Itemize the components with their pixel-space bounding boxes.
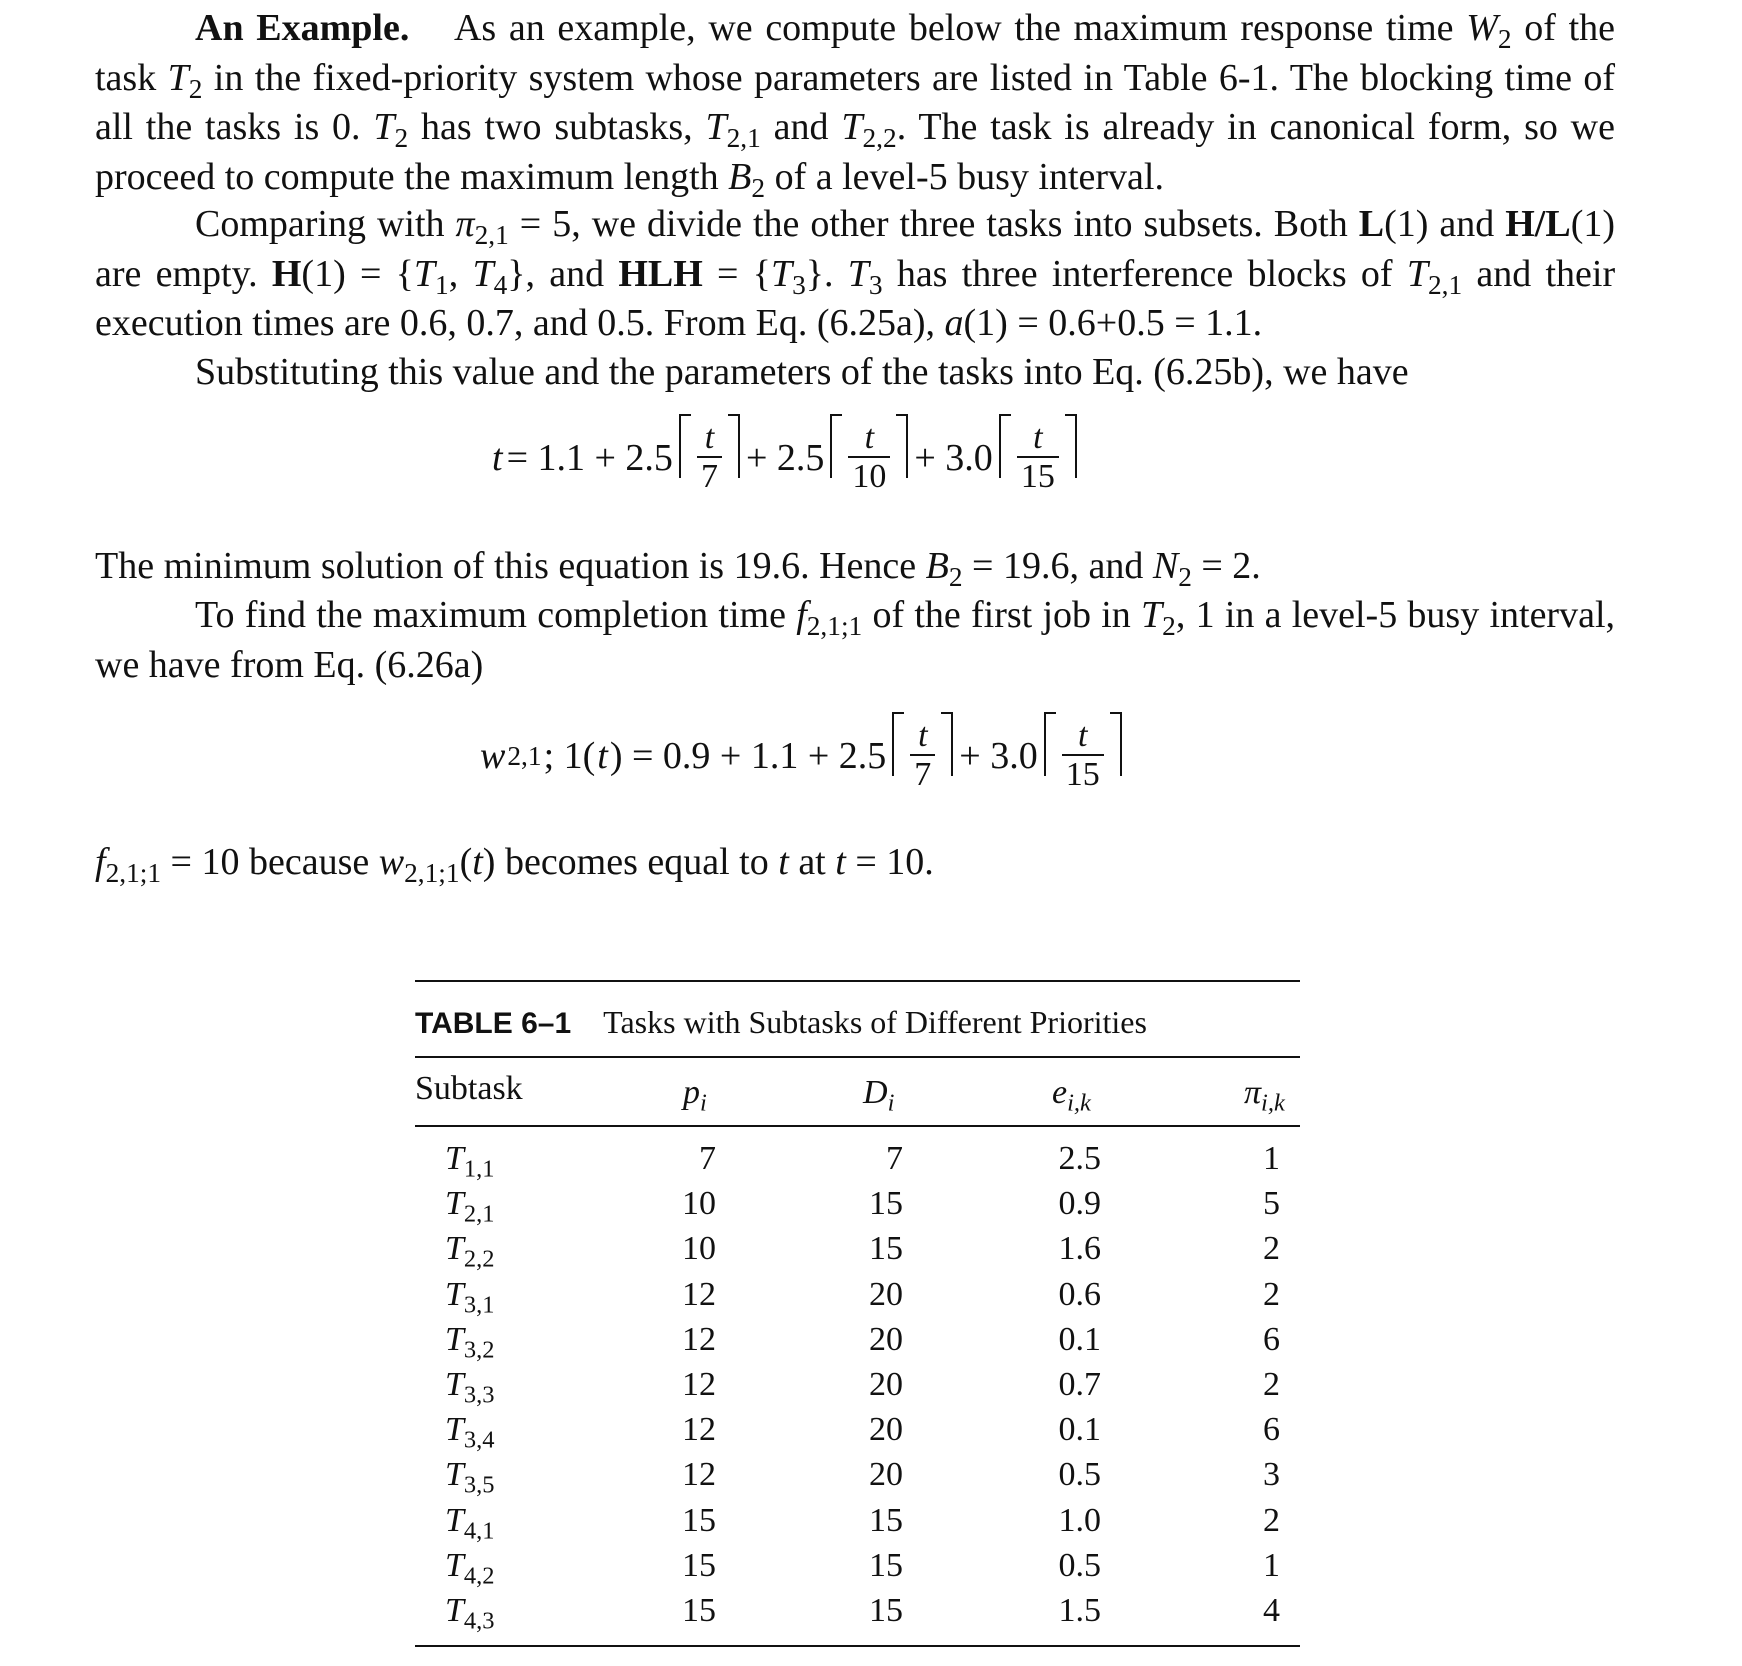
cell-deadline: 15 — [869, 1185, 903, 1223]
cell-subtask: $T_{4,2}$ — [445, 1546, 495, 1590]
text: Substituting this value and the parameters of the tasks into Eq. (6.25b), we have — [195, 351, 1409, 393]
cell-deadline: 20 — [869, 1456, 903, 1494]
symbol-T: T — [413, 252, 436, 295]
cell-execution: 1.5 — [1058, 1592, 1101, 1629]
eq-variable-t: t — [597, 735, 608, 777]
text: The minimum solution of this equation is 19.6. Hence — [95, 545, 917, 587]
subscript: 2 — [751, 172, 766, 203]
subscript: 3 — [868, 269, 883, 300]
text: are empty. — [95, 252, 258, 295]
symbol-T: T — [1141, 594, 1163, 636]
cell-priority: 1 — [1263, 1546, 1280, 1584]
cell-execution: 0.9 — [1058, 1185, 1101, 1223]
cell-period: 12 — [682, 1320, 716, 1358]
text: (1) — [301, 252, 346, 295]
denominator: 7 — [697, 456, 722, 496]
denominator: 10 — [848, 456, 890, 496]
header-period: $p_i$ — [683, 1074, 707, 1117]
fraction — [848, 420, 890, 496]
text: of a level-5 busy interval. — [774, 155, 1164, 198]
text: and their execution times are 0.6, 0.7, and 0.5. From Eq. (6.25a), — [95, 252, 1616, 344]
eq-term: + 2.5 — [745, 437, 825, 479]
text: , 1 in a level-5 busy interval, we have from Eq. (6.26a) — [95, 594, 1616, 686]
cell-deadline: 15 — [869, 1230, 903, 1268]
cell-period: 15 — [682, 1546, 716, 1584]
eq-term: ) = 0.9 + 1.1 + 2.5 — [609, 735, 887, 777]
cell-execution: 0.5 — [1058, 1456, 1101, 1494]
cell-period: 10 — [682, 1185, 716, 1223]
text: of the task — [95, 7, 1616, 99]
eq-term: + 3.0 — [959, 735, 1038, 777]
subscript: 2 — [1162, 611, 1176, 642]
symbol-T: T — [1406, 252, 1428, 295]
text: and — [1439, 203, 1495, 245]
text: = { — [359, 252, 414, 295]
numerator: t — [1033, 419, 1043, 456]
text: ) becomes equal to — [482, 841, 769, 883]
paragraph-example-intro — [95, 4, 1615, 202]
text: at — [798, 841, 826, 883]
equation-completion: w 2,1 ; 1( t ) = 0.9 + 1.1 + 2.5 $\frac{t}{7}$ + 3.0 $\frac{t}{15}$ — [478, 718, 1126, 794]
cell-subtask: $T_{3,5}$ — [445, 1456, 495, 1499]
header-subtask: Subtask — [415, 1070, 523, 1107]
subscript: 2,1;1 — [806, 611, 863, 642]
symbol-T: T — [847, 252, 869, 295]
cell-execution: 0.1 — [1058, 1411, 1101, 1449]
text: of the first job in — [872, 594, 1131, 636]
symbol-B: B — [728, 155, 752, 198]
cell-priority: 1 — [1263, 1140, 1280, 1177]
cell-period: 12 — [682, 1411, 716, 1449]
eq-term: = 1.1 + 2.5 — [506, 437, 673, 479]
subscript: 2 — [394, 123, 409, 154]
cell-execution: 0.1 — [1058, 1320, 1101, 1358]
text: (1) — [1384, 203, 1429, 245]
subscript: 2,1;1 — [404, 858, 460, 889]
cell-deadline: 20 — [869, 1411, 903, 1449]
subscript: 1 — [435, 269, 449, 300]
denominator: 7 — [910, 754, 935, 794]
subscript: 2,1 — [1427, 269, 1463, 300]
numerator: t — [704, 419, 715, 456]
table-header-rule — [415, 1125, 1300, 1127]
denominator: 15 — [1062, 754, 1104, 794]
symbol-t: t — [778, 841, 789, 883]
cell-subtask: $T_{2,2}$ — [445, 1230, 495, 1273]
set-L: L — [1358, 203, 1385, 245]
cell-priority: 3 — [1263, 1456, 1280, 1494]
numerator: t — [918, 717, 928, 754]
cell-subtask: $T_{3,2}$ — [445, 1320, 495, 1364]
cell-execution: 2.5 — [1058, 1140, 1101, 1177]
fraction — [1017, 420, 1059, 496]
table-caption — [415, 1004, 1147, 1041]
cell-execution: 0.6 — [1058, 1275, 1101, 1313]
subscript: 2 — [948, 562, 963, 593]
text: Comparing with — [195, 203, 445, 245]
cell-deadline: 20 — [869, 1320, 903, 1358]
subscript: 2 — [1497, 24, 1512, 55]
cell-period: 12 — [682, 1456, 716, 1494]
symbol-T: T — [472, 252, 494, 295]
set-HLH: HLH — [618, 252, 703, 295]
symbol-T: T — [167, 56, 189, 99]
cell-priority: 2 — [1263, 1366, 1280, 1403]
symbol-T: T — [770, 252, 793, 295]
denominator: 15 — [1017, 456, 1059, 496]
cell-period: 7 — [699, 1140, 716, 1177]
table-caption-rule — [415, 1056, 1300, 1058]
table-bottom-rule — [415, 1645, 1300, 1647]
ceiling-bracket — [892, 718, 953, 794]
cell-deadline: 15 — [869, 1592, 903, 1629]
text: , — [448, 252, 473, 295]
ceiling-bracket — [679, 420, 740, 496]
cell-priority: 2 — [1263, 1275, 1280, 1313]
cell-priority: 5 — [1263, 1185, 1280, 1223]
table-title: Tasks with Subtasks of Different Priorities — [603, 1004, 1147, 1040]
cell-deadline: 15 — [869, 1546, 903, 1584]
eq-variable-w: w — [480, 735, 506, 777]
symbol-B: B — [925, 545, 949, 587]
cell-deadline: 15 — [869, 1501, 903, 1539]
subscript: 2,2 — [862, 123, 897, 154]
ceiling-bracket — [999, 420, 1077, 496]
paragraph-result — [95, 838, 1615, 888]
text: = 10 because — [170, 841, 370, 883]
text: . The task is already in canonical form, so we proceed to compute the maximum length — [95, 106, 1615, 198]
cell-subtask: $T_{4,3}$ — [445, 1592, 495, 1635]
symbol-t: t — [835, 841, 846, 883]
set-HL: H/L — [1505, 203, 1571, 245]
text: has three interference blocks of — [896, 252, 1393, 295]
numerator: t — [864, 419, 875, 456]
subscript: 4 — [493, 269, 508, 300]
text: = 19.6, and — [972, 545, 1144, 587]
cell-priority: 4 — [1263, 1592, 1280, 1629]
text: in the fixed-priority system whose parameters are listed in Table 6-1. The blocking time of all the tasks is 0. — [95, 56, 1616, 148]
text: = 10. — [855, 841, 934, 883]
subscript: 3 — [792, 269, 806, 300]
text: To find the maximum completion time — [195, 594, 786, 636]
cell-period: 10 — [682, 1230, 716, 1268]
symbol-T: T — [841, 106, 863, 148]
text: has two subtasks, — [421, 106, 693, 148]
subscript: 2,1 — [726, 123, 761, 154]
cell-deadline: 20 — [869, 1366, 903, 1403]
cell-execution: 1.6 — [1058, 1230, 1101, 1268]
ceiling-bracket — [1044, 718, 1122, 794]
cell-deadline: 20 — [869, 1275, 903, 1313]
cell-priority: 6 — [1263, 1411, 1280, 1449]
ceiling-bracket — [830, 420, 908, 496]
symbol-T: T — [705, 106, 727, 148]
table-label: TABLE 6–1 — [415, 1007, 572, 1040]
text: = { — [717, 252, 771, 295]
text: = 5, we divide the other three tasks into subsets. Both — [519, 203, 1348, 245]
header-deadline: $D_i$ — [863, 1074, 895, 1117]
table-top-rule — [415, 980, 1300, 982]
cell-subtask: $T_{1,1}$ — [445, 1140, 495, 1183]
set-H: H — [271, 252, 302, 295]
text: (1) = 0.6+0.5 = 1.1. — [963, 302, 1263, 344]
subscript: 2,1 — [474, 220, 509, 251]
cell-priority: 2 — [1263, 1501, 1280, 1539]
text: (1) — [1570, 203, 1616, 245]
cell-subtask: $T_{3,3}$ — [445, 1366, 495, 1409]
paragraph-completion-time — [95, 591, 1615, 690]
fraction — [910, 718, 935, 794]
symbol-pi: π — [455, 203, 475, 245]
cell-period: 15 — [682, 1592, 716, 1629]
text: ( — [459, 841, 473, 883]
cell-priority: 2 — [1263, 1230, 1280, 1268]
text: = 2. — [1201, 545, 1261, 587]
subscript: 2,1;1 — [105, 858, 162, 889]
header-execution: $e_{i,k}$ — [1052, 1074, 1091, 1117]
eq-variable-t: t — [492, 437, 503, 479]
text: As an example, we compute below the maximum response time — [453, 7, 1454, 49]
header-priority: $\pi_{i,k}$ — [1244, 1074, 1285, 1117]
cell-period: 12 — [682, 1275, 716, 1313]
text: }, and — [507, 252, 605, 295]
symbol-T: T — [373, 106, 395, 148]
fraction — [1062, 718, 1104, 794]
cell-deadline: 7 — [886, 1140, 903, 1177]
cell-execution: 1.0 — [1058, 1501, 1101, 1539]
symbol-f: f — [95, 841, 106, 883]
symbol-w: w — [378, 841, 405, 883]
cell-priority: 6 — [1263, 1320, 1280, 1358]
eq-term: ; 1( — [543, 735, 596, 777]
symbol-f: f — [796, 594, 807, 636]
symbol-W: W — [1466, 7, 1498, 49]
eq-term: + 3.0 — [914, 437, 993, 479]
cell-subtask: $T_{3,4}$ — [445, 1411, 495, 1454]
symbol-a: a — [944, 302, 964, 344]
symbol-N: N — [1152, 545, 1179, 587]
text: }. — [805, 252, 834, 295]
numerator: t — [1078, 717, 1088, 754]
paragraph-substituting — [95, 348, 1615, 398]
lead-heading: An Example. — [195, 7, 410, 49]
cell-subtask: $T_{4,1}$ — [445, 1501, 495, 1544]
symbol-t: t — [472, 841, 483, 883]
text: and — [773, 106, 829, 148]
subscript: 2 — [188, 73, 203, 104]
paragraph-minimum-solution — [95, 542, 1615, 592]
cell-execution: 0.5 — [1058, 1546, 1101, 1584]
subscript: 2 — [1178, 562, 1192, 593]
cell-subtask: $T_{3,1}$ — [445, 1275, 495, 1318]
cell-period: 12 — [682, 1366, 716, 1403]
cell-period: 15 — [682, 1501, 716, 1539]
fraction — [697, 420, 722, 496]
paragraph-subsets — [95, 200, 1615, 349]
cell-execution: 0.7 — [1058, 1366, 1101, 1403]
cell-subtask: $T_{2,1}$ — [445, 1185, 495, 1228]
equation-busy-interval — [490, 420, 1081, 496]
